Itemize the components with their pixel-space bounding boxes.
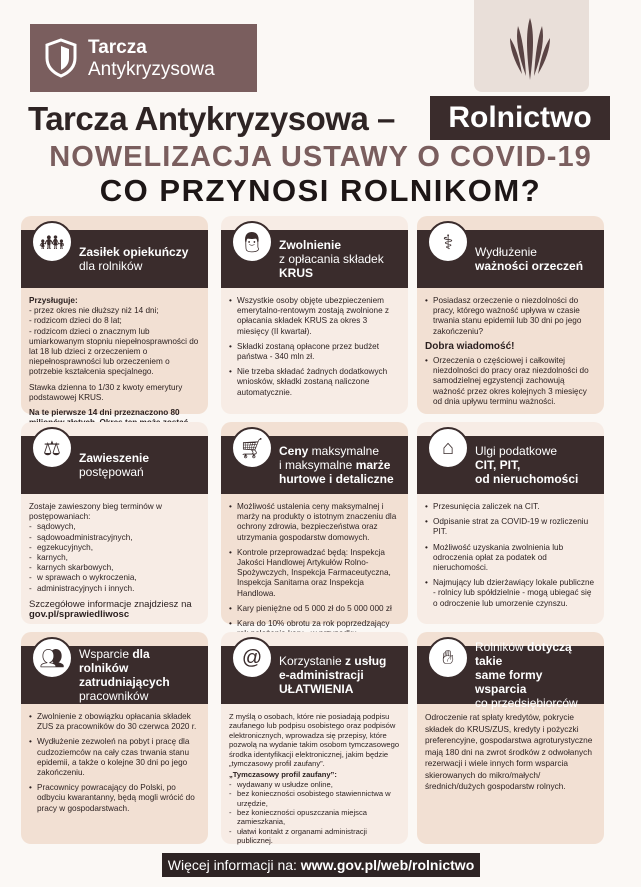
card-wsparcie — [21, 632, 208, 844]
farmer-icon: 👨︎ — [231, 221, 273, 263]
card-orzeczenia — [417, 216, 604, 414]
list-item: - wydawany w usłudze online, — [229, 780, 400, 789]
list-item: • Orzeczenia o częściowej i całkowitej niezdolności do pracy oraz niezdolności do samodzielnej egzystencji zachowują ważność przez okres kolejnych 3 miesięcy od dnia upływu terminu ważności. — [425, 356, 596, 407]
list-item: - sądowoadministracyjnych, — [29, 533, 200, 543]
rolnictwo-badge: Rolnictwo — [430, 96, 610, 140]
card-title: Zwolnienie — [279, 238, 342, 252]
list-item: • Zwolnienie z obowiązku opłacania składek ZUS za pracowników do 30 czerwca 2020 r. — [29, 712, 200, 732]
card-title: Rolników — [475, 640, 528, 654]
footer-label: Więcej informacji na: — [167, 857, 297, 873]
card-title3: od nieruchomości — [475, 472, 579, 486]
list-item: • Pracownicy powracający do Polski, po odbyciu kwarantanny, będą mogli wrócić do pracy w gospodarstwach. — [29, 783, 200, 814]
list-item: • Kary pieniężne od 5 000 zł do 5 000 000 zł — [229, 604, 400, 614]
card-przedsiebiorcy — [417, 632, 604, 844]
main-title: Tarcza Antykryzysowa – — [28, 100, 395, 137]
list-item: - egzekucyjnych, — [29, 543, 200, 553]
house-icon: ⌂ — [427, 427, 469, 469]
card-line3: hurtowe i detaliczne — [279, 472, 394, 486]
card-title-rest: maksymalne — [308, 444, 380, 458]
card-title2: CIT, PIT, — [475, 458, 521, 472]
card-title: Zawieszenie — [79, 451, 150, 465]
list-item: • Odpisanie strat za COVID-19 w rozliczeniu PIT. — [425, 517, 596, 537]
card-text: Odroczenie rat spłaty kredytów, pokrycie składek do KRUS/ZUS, kredyty i pożyczki preferencyjne, gospodarstwa agroturystyczne mają 180 dni na zwrot środków z odwołanych rezerwacji i wiele innych form wsparcia skierowanych do mikro/małych/średnich/dużych gospodarstw rolnych. — [425, 712, 593, 791]
family-icon: 👪︎ — [31, 221, 73, 263]
list-item: - karnych, — [29, 553, 200, 563]
tarcza-logo — [30, 24, 257, 92]
card-line2a: i maksymalne — [279, 458, 356, 472]
card-e-administracja — [221, 632, 408, 844]
subtitle-nowelizacja: NOWELIZACJA USTAWY O COVID-19 — [49, 141, 592, 173]
card-title-b: z usług — [345, 654, 387, 668]
card-title: Zasiłek opiekuńczy — [79, 245, 189, 259]
footer-bar — [162, 853, 480, 877]
logo-line2: Antykryzysowa — [88, 58, 215, 80]
card-title-b: dla rolników — [79, 647, 150, 675]
list-item: • Najmujący lub dzierżawiący lokale publiczne - rolnicy lub spółdzielnie - mogą ubiegać się o odroczenie lub umorzenie czynszu. — [425, 578, 596, 609]
card-title: Ceny — [279, 444, 309, 458]
list-item: - bez konieczności opuszczania miejsca zamieszkania, — [229, 808, 400, 827]
list-item: - karnych skarbowych, — [29, 563, 200, 573]
card-item: - rodzicom dzieci o znacznym lub umiarkowanym stopniu niepełnosprawności do lat 18 lub dzieci z orzeczeniem o niepełnosprawności lub orzeczeniem o potrzebie kształcenia specjalnego. — [29, 326, 199, 377]
card-title2: e-administracji — [279, 668, 364, 682]
list-item: • Możliwość uzyskania zwolnienia lub odroczenia opłat za podatek od nieruchomości. — [425, 543, 596, 574]
list-item: • Składki zostaną opłacone przez budżet państwa - 340 mln zł. — [229, 342, 400, 362]
card-title3: pracowników — [79, 689, 149, 703]
card-body — [417, 288, 604, 418]
card-krus — [221, 216, 408, 414]
footer-link[interactable]: www.gov.pl/web/rolnictwo — [300, 857, 475, 873]
logo-line1: Tarcza — [88, 36, 147, 58]
list-item: • Posiadasz orzeczenie o niezdolności do pracy, którego ważność upływa w czasie trwania stanu epidemii lub 30 dni po jego zakończeniu? — [425, 296, 596, 337]
doctor-icon: ⚕ — [427, 221, 469, 263]
list-item: • Nie trzeba składać żadnych dodatkowych wniosków, składki zostaną naliczone automatycznie. — [229, 367, 400, 398]
computer-at-icon: @ — [231, 637, 273, 679]
card-item: - przez okres nie dłuższy niż 14 dni; — [29, 306, 159, 316]
workers-icon: 👥︎ — [31, 637, 73, 679]
card-funds: Na te pierwsze 14 dni przeznaczono 80 — [29, 408, 180, 418]
list-item: • Kara do 10% obrotu za rok poprzedzający — [229, 619, 400, 650]
card-subtitle: dla rolników — [79, 259, 143, 273]
gavel-icon: ⚖ — [31, 427, 73, 469]
justice-link[interactable]: gov.pl/sprawiedliwosc — [29, 609, 130, 621]
list-item: • Wydłużenie zezwoleń na pobyt i pracę dla cudzoziemców na cały czas trwania stanu epidemii, a także o kolejne 30 dni po jego zakończeniu. — [29, 737, 200, 778]
card-ulgi — [417, 422, 604, 624]
card-intro: Zostaje zawieszony bieg terminów w postępowaniach: — [29, 502, 162, 522]
card-ceny — [221, 422, 408, 629]
subtitle-question: CO PRZYNOSI ROLNIKOM? — [99, 173, 542, 208]
card-body — [417, 494, 604, 620]
list-item: • Możliwość ustalenia ceny maksymalnej i marży na produkty o istotnym znaczeniu dla ochrony zdrowia, bezpieczeństwa oraz utrzymania gospodarstw domowych. — [229, 502, 400, 543]
good-news: Dobra wiadomość! — [425, 340, 515, 352]
hand-money-icon: ✋︎ — [427, 637, 469, 679]
card-title2: zatrudniających — [79, 675, 170, 689]
card-title2: KRUS — [279, 266, 314, 280]
card-rate: Stawka dzienna to 1/30 z kwoty emerytury podstawowej KRUS. — [29, 382, 183, 402]
card-title: Wydłużenie — [475, 245, 537, 259]
shield-icon — [44, 38, 78, 78]
list-item: - administracyjnych i innych. — [29, 584, 200, 594]
card-title: Wsparcie — [79, 647, 133, 661]
list-item: • Kontrole przeprowadzać będą: Inspekcja Jakości Handlowej Artykułów Rolno-Spożywczych, Inspekcja Farmaceutyczna, Inspekcja Sanitarna oraz Inspekcja Handlowa. — [229, 548, 400, 599]
card-body — [21, 704, 208, 825]
card-title3: UŁATWIENIA — [279, 682, 354, 696]
list-item: • Przesunięcia zaliczek na CIT. — [425, 502, 596, 512]
card-intro: Przysługuje: — [29, 296, 78, 305]
card-title: Korzystanie — [279, 654, 346, 668]
card-title3: co przedsiębiorców — [475, 696, 578, 710]
card-title2: same formy wsparcia — [475, 668, 543, 696]
ministry-emblem — [474, 0, 589, 92]
card-tpz: „Tymczasowy profil zaufany”: — [229, 770, 337, 780]
card-zawieszenie — [21, 422, 208, 624]
cart-icon: 🛒︎ — [231, 427, 273, 469]
card-body — [21, 494, 208, 631]
list-item: - sądowych, — [29, 522, 200, 532]
card-item: - rodzicom dzieci do 8 lat; — [29, 316, 122, 326]
list-item: - w sprawach o wykroczenia, — [29, 573, 200, 583]
more-info: Szczegółowe informacje znajdziesz na — [29, 598, 192, 610]
card-body — [221, 704, 408, 852]
card-zasilek — [21, 216, 208, 418]
wheat-icon — [504, 10, 556, 86]
card-body — [221, 288, 408, 409]
card-title-b: dotyczą takie — [475, 640, 572, 668]
card-title2: ważności orzeczeń — [475, 259, 584, 273]
list-item: • Wszystkie osoby objęte ubezpieczeniem emerytalno-rentowym zostają zwolnione z opłacania składek KRUS za okres 3 miesięcy (II kwartał). — [229, 296, 400, 337]
card-line2b: marże — [355, 458, 391, 472]
list-item: - bez konieczności osobistego stawiennictwa w urzędzie, — [229, 789, 400, 808]
card-subtitle: postępowań — [79, 465, 144, 479]
card-body — [417, 704, 604, 804]
card-title: Ulgi podatkowe — [475, 444, 558, 458]
card-subtitle: z opłacania składek — [279, 252, 384, 266]
card-intro: Z myślą o osobach, które nie posiadają podpisu zaufanego lub podpisu osobistego oraz podpisów elektronicznych, wprowadza się przepisy, które pozwolą na wydanie takim osobom tymczasowego środka identyfikacji elektronicznej, jakim będzie „tymczasowy profil zaufany”. — [229, 712, 400, 769]
list-item: - ułatwi kontakt z organami administracji publicznej. — [229, 827, 400, 846]
